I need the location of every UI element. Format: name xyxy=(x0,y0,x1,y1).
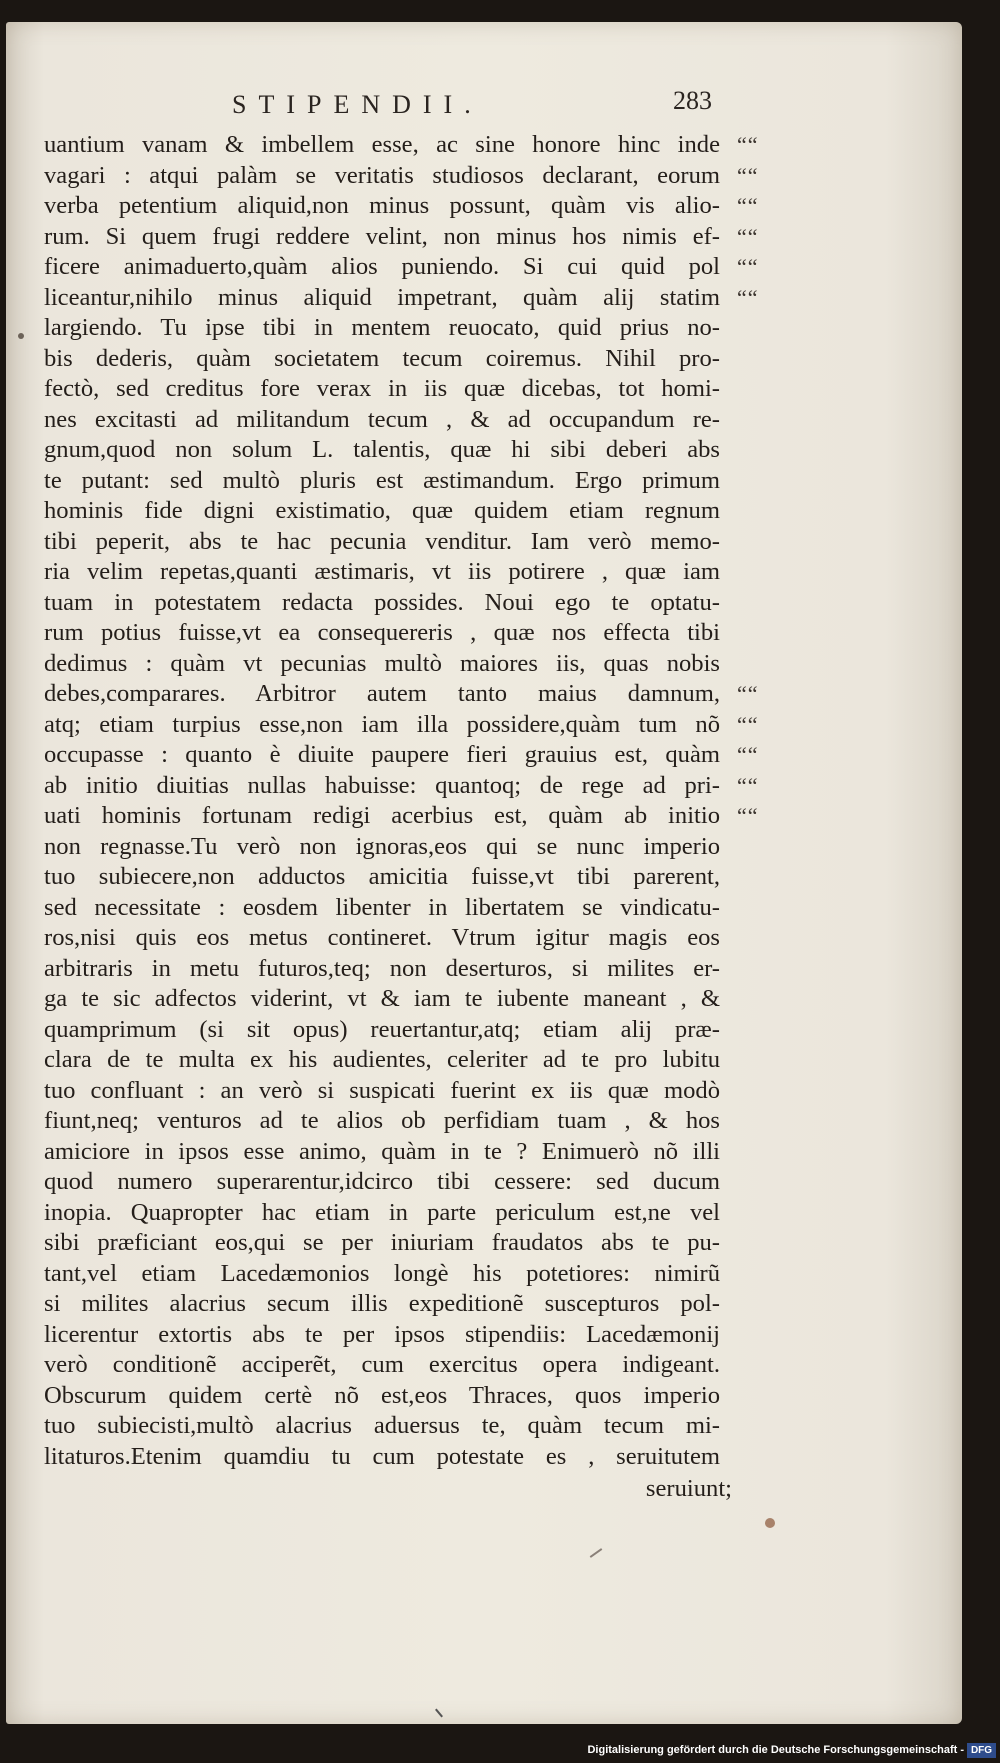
text-line xyxy=(44,1106,744,1137)
text-line xyxy=(44,130,759,161)
text-line xyxy=(44,1198,744,1229)
text-line xyxy=(44,649,744,680)
line-text: ros,nisi quis eos metus contineret. Vtrum igitur magis eos xyxy=(44,924,720,951)
text-line xyxy=(44,161,759,192)
line-text: verò conditionẽ acciperẽt, cum exercitus opera indigeant. xyxy=(44,1351,720,1378)
line-text: quamprimum (si sit opus) reuertantur,atq; etiam alij præ- xyxy=(44,1015,720,1043)
line-text: hominis fide digni existimatio, quæ quidem etiam regnum xyxy=(44,497,720,524)
text-line xyxy=(44,618,744,649)
text-block xyxy=(44,130,759,1506)
paper-mark xyxy=(435,1709,443,1718)
marginal-quote-mark: ““ xyxy=(737,193,759,218)
text-line xyxy=(44,1015,744,1046)
text-line xyxy=(44,405,744,436)
line-text: ficere animaduerto,quàm alios puniendo. Si cui quid pol xyxy=(44,253,720,280)
text-line xyxy=(44,1320,744,1351)
marginal-quote-mark: ““ xyxy=(737,162,759,188)
text-line xyxy=(44,710,759,741)
text-line xyxy=(44,1442,744,1473)
text-line xyxy=(44,313,744,344)
page-header xyxy=(6,84,962,124)
text-line xyxy=(44,588,744,619)
line-text: sed necessitate : eosdem libenter in libertatem se vindicatu- xyxy=(44,893,720,921)
catchword: seruiunt; xyxy=(645,1475,732,1502)
marginal-quote-mark: ““ xyxy=(737,803,759,828)
text-line xyxy=(44,191,759,222)
line-text: tuo subiecere,non adductos amicitia fuisse,vt tibi parerent, xyxy=(44,863,720,890)
text-line xyxy=(44,1350,744,1381)
line-text: vagari : atqui palàm se veritatis studiosos declarant, eorum xyxy=(44,161,720,189)
text-line xyxy=(44,1289,744,1320)
running-head: STIPENDII. xyxy=(232,90,483,119)
line-text: sibi præficiant eos,qui se per iniuriam fraudatos abs te pu- xyxy=(44,1229,720,1256)
text-line xyxy=(44,1045,744,1076)
line-text: non regnasse.Tu verò non ignoras,eos qui se nunc imperio xyxy=(44,832,720,860)
marginal-quote-mark: ““ xyxy=(737,681,759,706)
paper-stain xyxy=(765,1518,775,1528)
text-line xyxy=(44,1167,744,1198)
line-text: tuo subiecisti,multò alacrius aduersus te, quàm tecum mi- xyxy=(44,1412,720,1439)
line-text: tuam in potestatem redacta possides. Noui ego te optatu- xyxy=(44,588,720,616)
text-line xyxy=(44,862,744,893)
line-text: inopia. Quapropter hac etiam in parte periculum est,ne vel xyxy=(44,1198,720,1226)
paper-mark xyxy=(590,1548,603,1558)
line-text: tibi peperit, abs te hac pecunia venditur. Iam verò memo- xyxy=(44,527,720,555)
line-text: occupasse : quanto è diuite paupere fieri grauius est, quàm xyxy=(44,741,720,768)
line-text: atq; etiam turpius esse,non iam illa possidere,quàm tum nõ xyxy=(44,710,720,738)
text-line xyxy=(44,527,744,558)
line-text: quod numero superarentur,idcirco tibi cessere: sed ducum xyxy=(44,1168,720,1195)
line-text: uantium vanam & imbellem esse, ac sine honore hinc inde xyxy=(44,131,720,158)
line-text: ga te sic adfectos viderint, vt & iam te iubente maneant , & xyxy=(44,985,720,1012)
text-line xyxy=(44,466,744,497)
line-text: arbitraris in metu futuros,teq; non deserturos, si milites er- xyxy=(44,954,720,982)
text-line xyxy=(44,832,744,863)
text-line xyxy=(44,1228,744,1259)
line-text: debes,comparares. Arbitror autem tanto maius damnum, xyxy=(44,680,720,707)
text-line xyxy=(44,1381,744,1412)
line-text: tuo confluant : an verò si suspicati fuerint ex iis quæ modò xyxy=(44,1076,720,1104)
line-text: litaturos.Etenim quamdiu tu cum potestate es , seruitutem xyxy=(44,1442,720,1470)
text-line xyxy=(44,679,759,710)
text-line xyxy=(44,1411,744,1442)
line-text: fiunt,neq; venturos ad te alios ob perfidiam tuam , & hos xyxy=(44,1107,720,1134)
marginal-quote-mark: ““ xyxy=(737,254,759,279)
line-text: largiendo. Tu ipse tibi in mentem reuocato, quid prius no- xyxy=(44,314,720,341)
line-text: liceantur,nihilo minus aliquid impetrant, quàm alij statim xyxy=(44,283,720,311)
line-text: ria velim repetas,quanti æstimaris, vt iis potirere , quæ iam xyxy=(44,558,720,585)
line-text: licerentur extortis abs te per ipsos stipendiis: Lacedæmonij xyxy=(44,1320,720,1348)
text-line xyxy=(44,801,759,832)
line-text: uati hominis fortunam redigi acerbius est, quàm ab initio xyxy=(44,802,720,829)
line-text: Obscurum quidem certè nõ est,eos Thraces, quos imperio xyxy=(44,1381,720,1409)
line-text: si milites alacrius secum illis expeditionẽ suscepturos pol- xyxy=(44,1290,720,1317)
line-text: ab initio diuitias nullas habuisse: quantoq; de rege ad pri- xyxy=(44,771,720,799)
marginal-quote-mark: ““ xyxy=(737,284,759,310)
text-line xyxy=(44,984,744,1015)
margin-dot xyxy=(18,333,24,339)
line-text: bis dederis, quàm societatem tecum coiremus. Nihil pro- xyxy=(44,344,720,372)
line-text: amiciore in ipsos esse animo, quàm in te ? Enimuerò nõ illi xyxy=(44,1137,720,1165)
line-text: gnum,quod non solum L. talentis, quæ hi sibi deberi abs xyxy=(44,436,720,463)
line-text: rum. Si quem frugi reddere velint, non minus hos nimis ef- xyxy=(44,222,720,250)
line-text: tant,vel etiam Lacedæmonios longè his potetiores: nimirũ xyxy=(44,1259,720,1287)
text-line xyxy=(44,893,744,924)
text-line xyxy=(44,344,744,375)
line-text: rum potius fuisse,vt ea consequereris , quæ nos effecta tibi xyxy=(44,619,720,646)
book-page xyxy=(6,22,962,1724)
text-line xyxy=(44,923,744,954)
marginal-quote-mark: ““ xyxy=(737,711,759,737)
line-text: verba petentium aliquid,non minus possunt, quàm vis alio- xyxy=(44,192,720,219)
text-line xyxy=(44,252,759,283)
digitization-footer xyxy=(0,1740,1000,1763)
text-line xyxy=(44,1259,744,1290)
text-line xyxy=(44,771,759,802)
text-line xyxy=(44,954,744,985)
page-number: 283 xyxy=(673,86,712,115)
text-line xyxy=(44,496,744,527)
marginal-quote-mark: ““ xyxy=(737,742,759,767)
text-line xyxy=(44,222,759,253)
text-line xyxy=(44,283,759,314)
line-text: te putant: sed multò pluris est æstimandum. Ergo primum xyxy=(44,466,720,494)
marginal-quote-mark: ““ xyxy=(737,223,759,249)
line-text: dedimus : quàm vt pecunias multò maiores iis, quas nobis xyxy=(44,649,720,677)
line-text: clara de te multa ex his audientes, celeriter ad te pro lubitu xyxy=(44,1046,720,1073)
marginal-quote-mark: ““ xyxy=(737,132,759,157)
text-line xyxy=(44,557,744,588)
line-text: nes excitasti ad militandum tecum , & ad occupandum re- xyxy=(44,405,720,433)
footer-credit: Digitalisierung gefördert durch die Deutsche Forschungsgemeinschaft - xyxy=(587,1744,964,1756)
marginal-quote-mark: ““ xyxy=(737,772,759,798)
text-line xyxy=(44,740,759,771)
line-text: fectò, sed creditus fore verax in iis quæ dicebas, tot homi- xyxy=(44,375,720,402)
dfg-logo: DFG xyxy=(967,1743,996,1758)
text-line xyxy=(44,435,744,466)
text-line xyxy=(44,374,744,405)
text-line xyxy=(44,1137,744,1168)
text-line xyxy=(44,1076,744,1107)
